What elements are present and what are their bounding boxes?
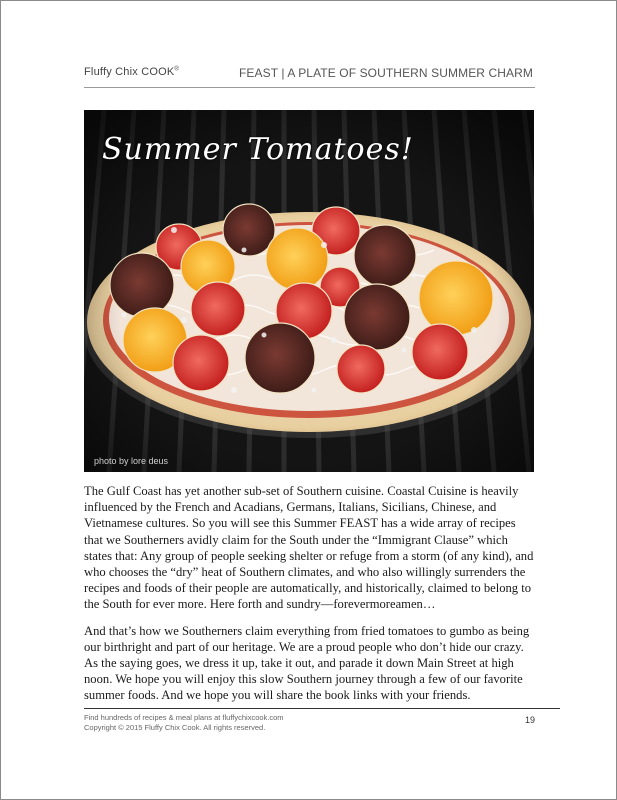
brand-logo	[84, 66, 179, 78]
paragraph: The Gulf Coast has yet another sub-set of Southern cuisine. Coastal Cuisine is heavily influenced by the French and Acadians, Germans, Italians, Sicilians, Chinese, and Vietnamese cultures. So you will see this Summer FEAST has a wide array of recipes that we Southerners avidly claim for the South under the “Immigrant Clause” which states that: Any group of people seeking shelter or refuge from a storm (of any kind), and who chooses the “dry” heat of Southern climates, and who also willingly surrenders the recipes and foods of their people are automatically, and historically, claimed to belong to the South for ever more. Here forth and sundry—forevermoreamen…	[84, 484, 534, 612]
footer-divider	[84, 708, 560, 709]
footer	[84, 713, 284, 733]
page-header-title: FEAST | A PLATE OF SOUTHERN SUMMER CHARM	[238, 66, 533, 80]
pizza-photo	[84, 110, 534, 472]
body-text	[84, 483, 536, 714]
page-number: 19	[525, 715, 536, 725]
photo-credit: photo by lore deus	[94, 456, 169, 466]
photo-heading: Summer Tomatoes!	[102, 132, 414, 167]
footer-copyright: Copyright © 2015 Fluffy Chix Cook. All rights reserved.	[84, 723, 266, 732]
header-divider	[84, 87, 535, 88]
brand-logo-text: Fluffy Chix COOK	[84, 66, 175, 78]
paragraph: And that’s how we Southerners claim everything from fried tomatoes to gumbo as being our birthright and part of our heritage. We are a proud people who don’t hide our crazy. As the saying goes, we dress it up, take it out, and parade it down Main Street at high noon. We hope you will enjoy this slow Southern journey through a few of our favorite summer foods. And we hope you will share the book links with your friends.	[84, 623, 530, 703]
registered-mark: ®	[174, 66, 180, 73]
footer-website-line: Find hundreds of recipes & meal plans at fluffychixcook.com	[84, 713, 284, 722]
